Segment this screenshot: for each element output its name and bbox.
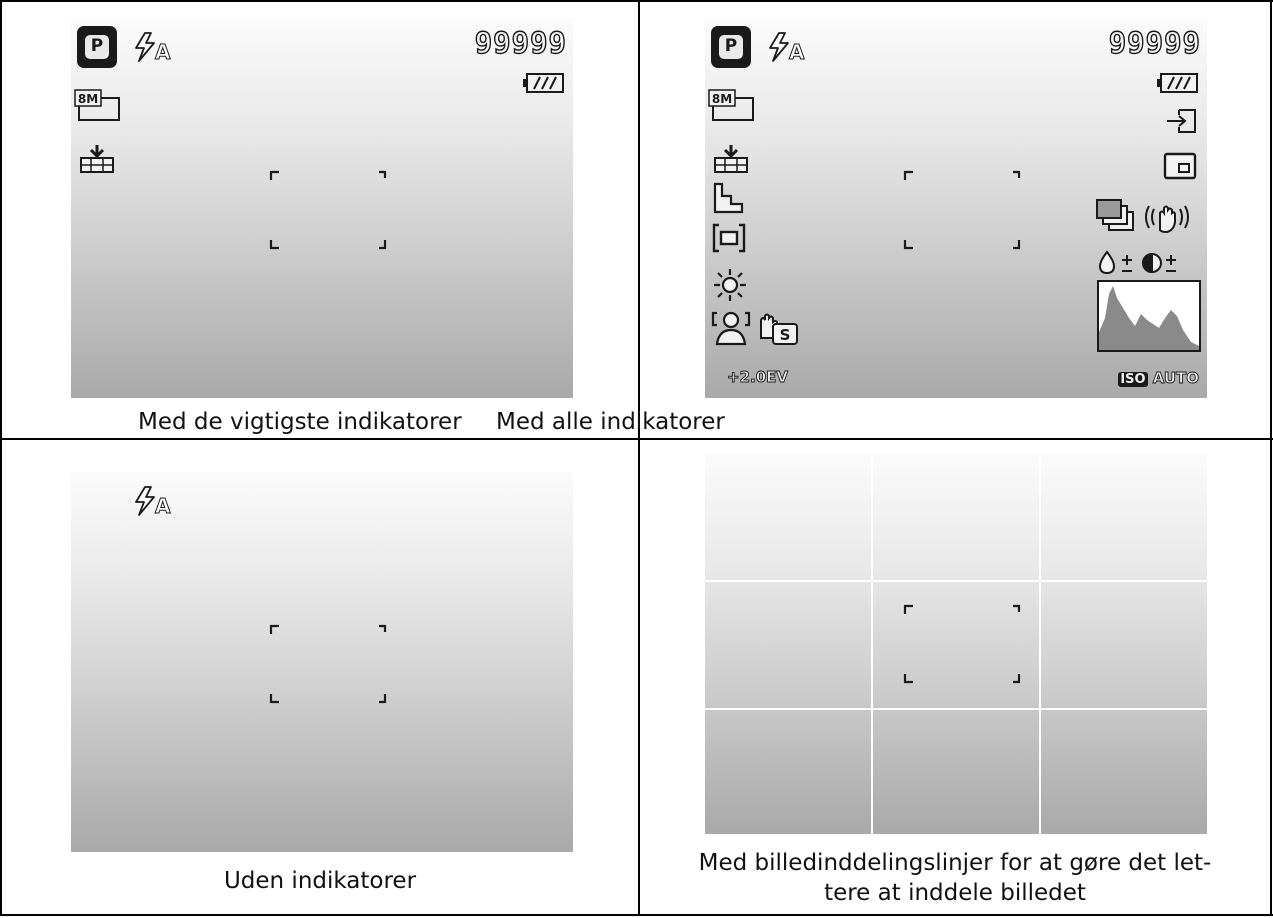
svg-text:A: A xyxy=(155,494,171,518)
burst-icon xyxy=(1097,200,1135,232)
lcd-screen-no-indicators xyxy=(71,472,573,852)
af-frame-icon xyxy=(905,168,1021,252)
table-center-border xyxy=(638,0,640,916)
caption-grid-lines-line1: Med billedinddelingslinjer for at gøre det let- xyxy=(698,850,1212,876)
flash-auto-icon xyxy=(767,32,817,62)
stabilizer-hand-icon xyxy=(1141,200,1193,234)
histogram-icon xyxy=(1097,280,1201,352)
storage-card-icon xyxy=(1165,108,1199,134)
grid-line-horizontal-1 xyxy=(705,580,1207,582)
table-top-border xyxy=(0,0,1273,2)
flash-auto-icon xyxy=(133,32,183,62)
af-frame-icon xyxy=(271,622,387,706)
face-detect-icon xyxy=(711,310,751,346)
shots-remaining-counter: 99999 xyxy=(474,26,567,60)
table-bottom-border xyxy=(0,914,1273,916)
quality-icon xyxy=(711,144,751,174)
contrast-icon xyxy=(1141,250,1183,276)
shots-remaining-counter: 99999 xyxy=(1108,26,1201,60)
grid-line-vertical-2 xyxy=(1039,454,1041,834)
lcd-screen-grid-lines xyxy=(705,454,1207,834)
svg-text:A: A xyxy=(789,40,805,64)
grid-line-vertical-1 xyxy=(871,454,873,834)
saturation-icon xyxy=(1097,250,1139,276)
caption-main-indicators: Med de vigtigste indikatorer xyxy=(138,409,462,435)
table-right-border xyxy=(1270,0,1272,916)
quality-icon xyxy=(77,144,117,174)
flash-auto-icon xyxy=(133,486,183,516)
image-size-icon xyxy=(709,90,757,122)
table-left-border xyxy=(0,0,2,916)
aspect-frame-icon xyxy=(1163,152,1197,180)
battery-icon xyxy=(523,72,565,94)
iso-label: ISO xyxy=(1120,372,1146,387)
caption-all-indicators: Med alle indikatorer xyxy=(496,409,725,435)
white-balance-icon xyxy=(713,268,747,302)
iso-value: AUTO xyxy=(1152,369,1199,387)
af-frame-icon xyxy=(905,602,1021,686)
af-frame-icon xyxy=(271,168,387,252)
caption-no-indicators: Uden indikatorer xyxy=(223,868,417,894)
svg-text:A: A xyxy=(155,40,171,64)
exposure-value-label: +2.0EV xyxy=(727,368,788,386)
lcd-screen-main-indicators xyxy=(71,18,573,398)
svg-text:8M: 8M xyxy=(77,92,99,106)
svg-text:S: S xyxy=(779,326,791,344)
lcd-screen-all-indicators xyxy=(705,18,1207,398)
program-mode-icon: P xyxy=(77,26,117,68)
battery-icon xyxy=(1157,72,1199,94)
scene-mode-icon xyxy=(757,310,801,346)
image-size-icon xyxy=(75,90,123,122)
iso-indicator xyxy=(1118,368,1199,387)
caption-grid-lines-line2: tere at inddele billedet xyxy=(824,880,1086,906)
grid-line-horizontal-2 xyxy=(705,708,1207,710)
table-middle-border xyxy=(0,438,1273,440)
program-mode-icon: P xyxy=(711,26,751,68)
metering-icon xyxy=(711,222,747,254)
sharpness-icon xyxy=(713,182,745,214)
svg-text:8M: 8M xyxy=(711,92,733,106)
